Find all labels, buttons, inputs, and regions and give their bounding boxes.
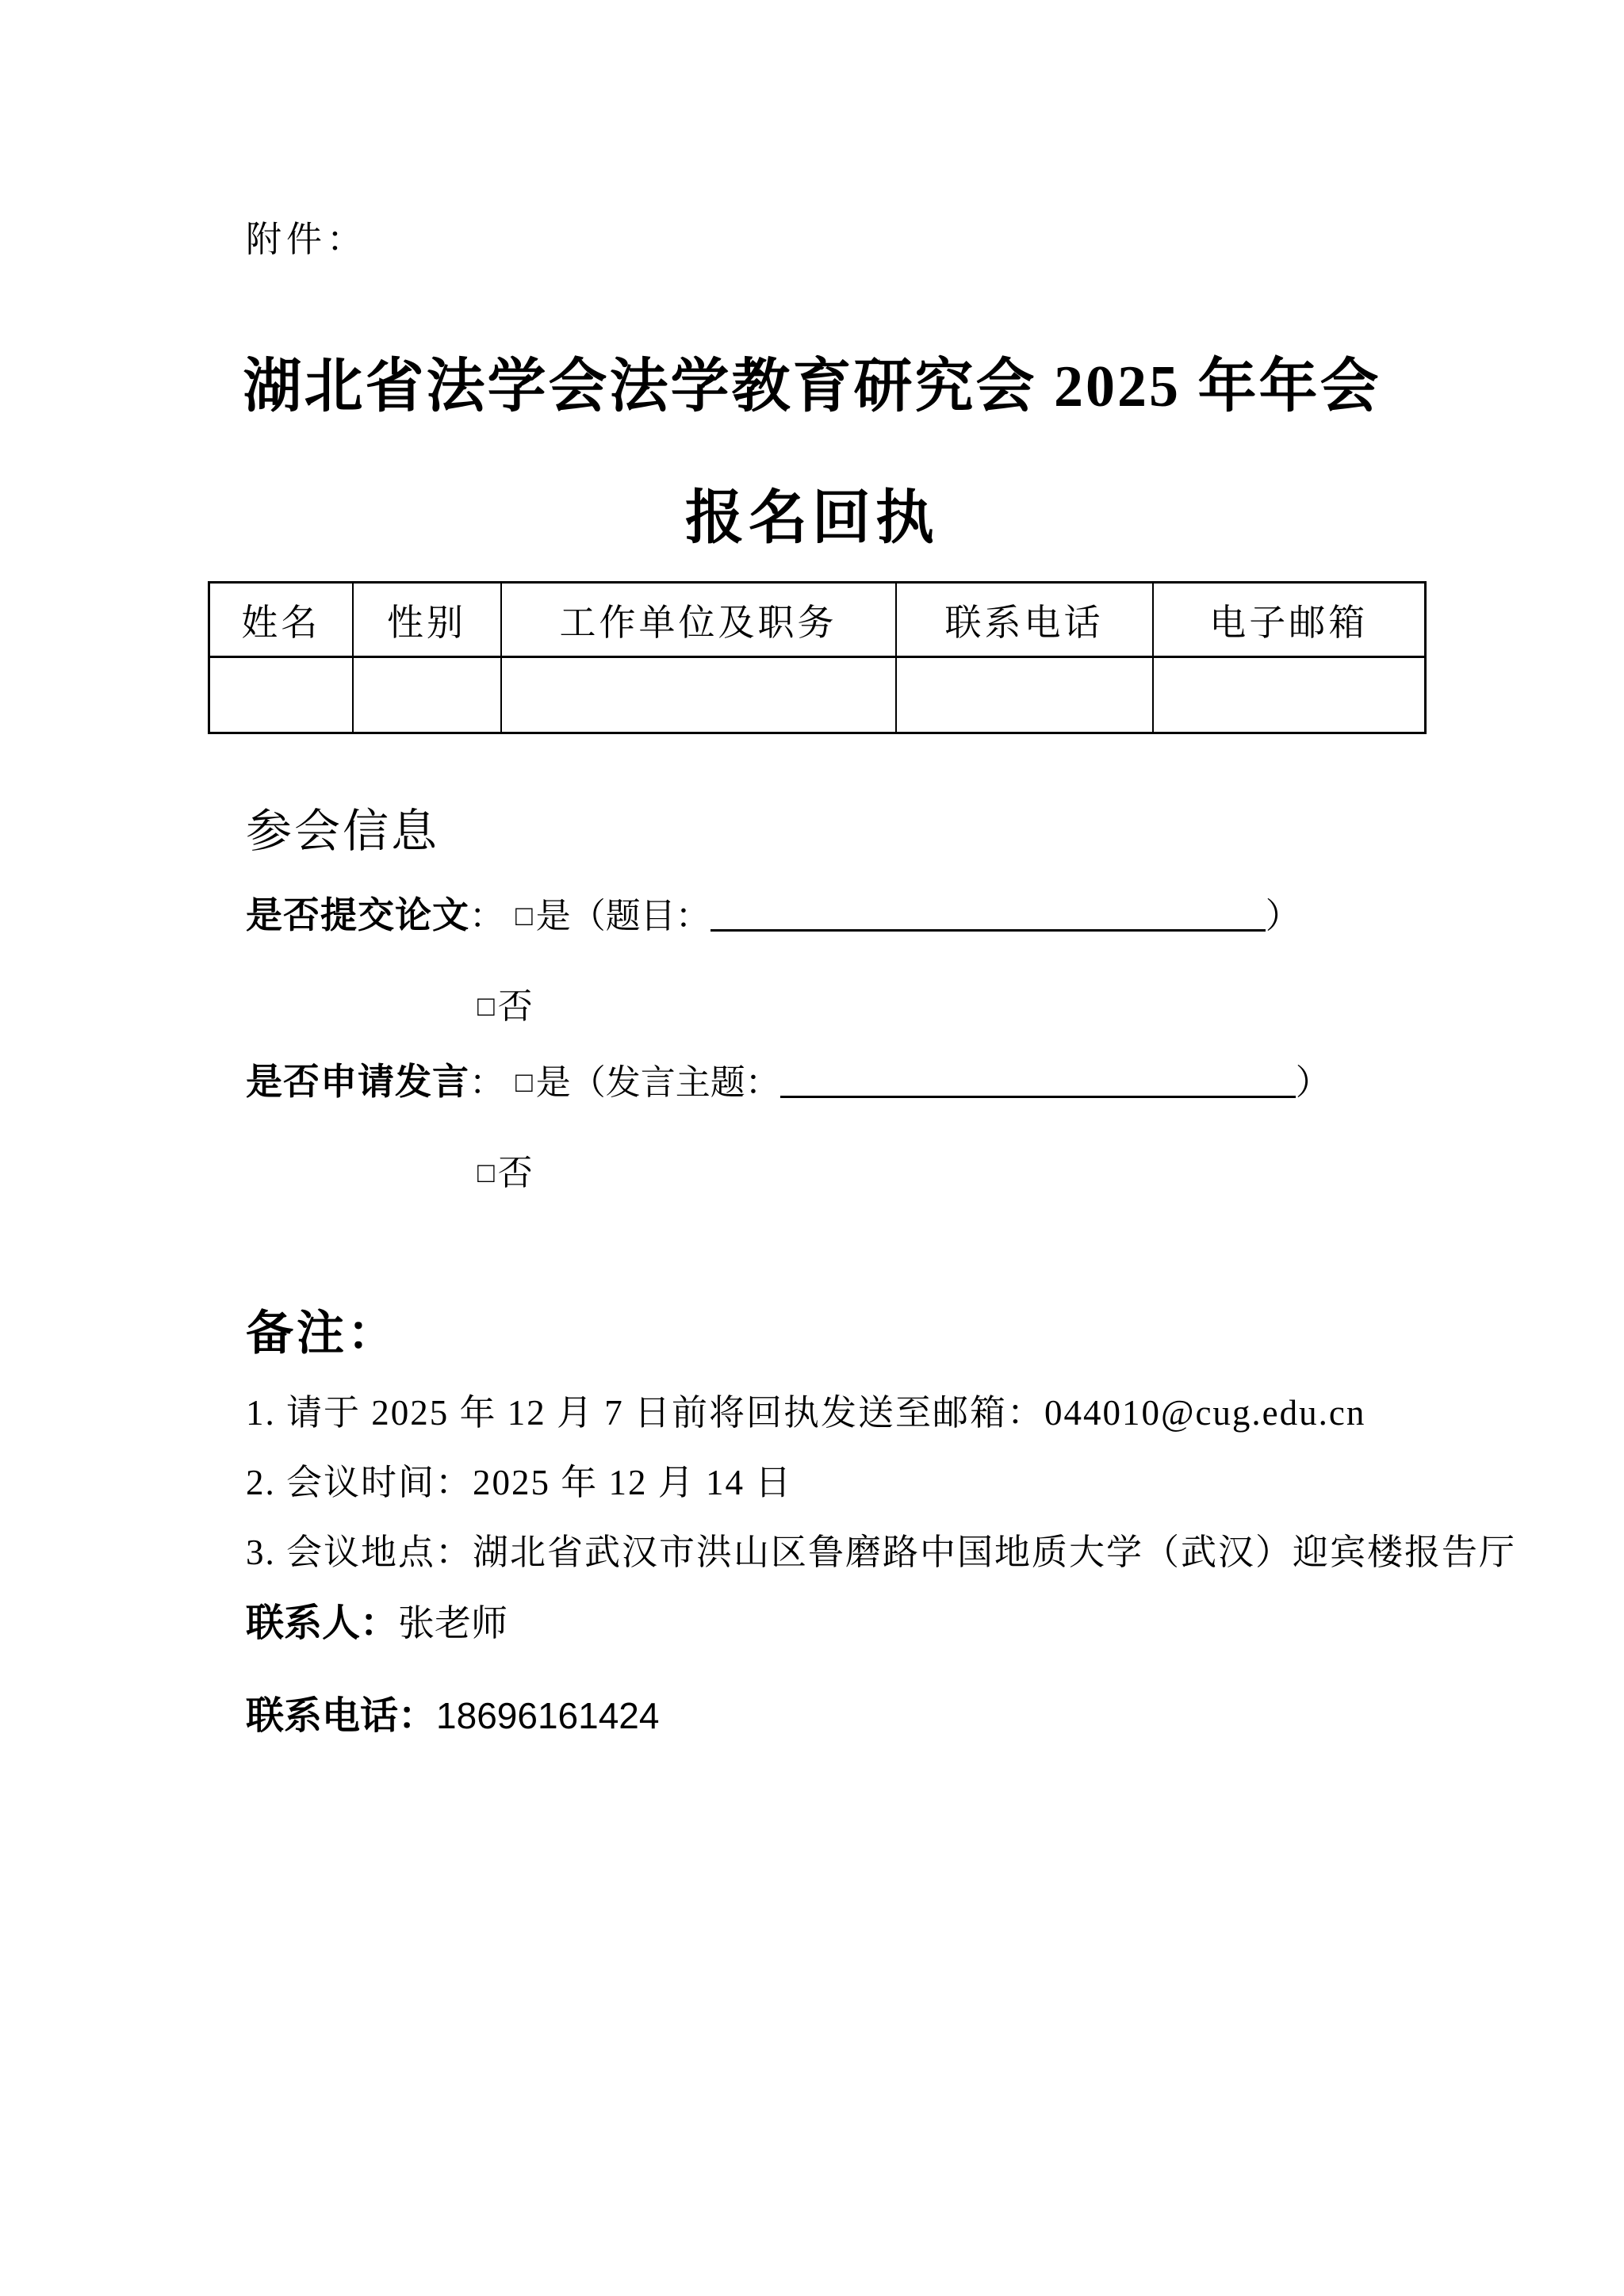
- paper-label: 是否提交论文: [246, 894, 469, 936]
- remark-item-2: 2. 会议时间：2025 年 12 月 14 日: [246, 1463, 793, 1502]
- remark-item-1: 1. 请于 2025 年 12 月 7 日前将回执发送至邮箱：044010@cug.edu.cn: [246, 1393, 1366, 1433]
- paper-submission-line: [246, 886, 1300, 939]
- speech-colon: ：: [469, 1063, 504, 1102]
- speech-no-label: 否: [497, 1154, 533, 1192]
- contact-phone-colon: ：: [398, 1695, 437, 1737]
- contact-person-label: 联系人: [246, 1602, 361, 1644]
- paper-no-line: [477, 978, 533, 1028]
- paper-no-checkbox[interactable]: □: [477, 989, 495, 1022]
- header-cell-workunit: 工作单位及职务: [501, 583, 896, 657]
- input-cell-phone[interactable]: [896, 657, 1153, 733]
- paper-yes-checkbox[interactable]: □: [515, 899, 533, 932]
- doc-subtitle: 报名回执: [685, 486, 939, 551]
- contact-phone-label: 联系电话: [246, 1695, 399, 1737]
- table-header-row: [209, 583, 1426, 657]
- attachment-label: 附件：: [246, 220, 368, 259]
- paper-yes-label: 是: [535, 897, 571, 936]
- speech-topic-prefix: （发言主题：: [570, 1063, 780, 1102]
- input-cell-name[interactable]: [209, 657, 353, 733]
- speech-topic-blank[interactable]: [780, 1096, 1296, 1098]
- paper-no-label: 否: [497, 987, 533, 1026]
- paper-colon: ：: [469, 897, 504, 936]
- speech-no-checkbox[interactable]: □: [477, 1156, 495, 1188]
- paper-title-blank[interactable]: [710, 929, 1266, 932]
- contact-person-value: 张老师: [398, 1602, 508, 1644]
- remarks-heading: 备注：: [246, 1307, 398, 1360]
- header-cell-gender: 性别: [353, 583, 501, 657]
- header-cell-name: 姓名: [209, 583, 353, 657]
- speech-no-line: [477, 1144, 533, 1195]
- contact-phone-value: 18696161424: [436, 1695, 660, 1736]
- contact-person-line: [246, 1592, 508, 1647]
- speech-yes-label: 是: [535, 1063, 571, 1102]
- paper-paren-close: ）: [1265, 897, 1300, 936]
- remark-item-3: 3. 会议地点：湖北省武汉市洪山区鲁磨路中国地质大学（武汉）迎宾楼报告厅: [246, 1533, 1517, 1572]
- doc-title: 湖北省法学会法学教育研究会 2025 年年会: [243, 354, 1381, 419]
- speech-paren-close: ）: [1295, 1063, 1331, 1102]
- speech-yes-checkbox[interactable]: □: [515, 1066, 533, 1098]
- input-cell-gender[interactable]: [353, 657, 501, 733]
- contact-phone-line: [246, 1685, 659, 1739]
- registration-table: [208, 581, 1427, 734]
- section-heading-participation: 参会信息: [246, 806, 440, 857]
- speech-label: 是否申请发言: [246, 1061, 469, 1102]
- input-cell-email[interactable]: [1153, 657, 1426, 733]
- table-row: [209, 657, 1426, 733]
- speech-request-line: [246, 1053, 1331, 1105]
- input-cell-workunit[interactable]: [501, 657, 896, 733]
- paper-title-prefix: （题目：: [570, 897, 710, 936]
- header-cell-phone: 联系电话: [896, 583, 1153, 657]
- header-cell-email: 电子邮箱: [1153, 583, 1426, 657]
- contact-person-colon: ：: [360, 1602, 399, 1644]
